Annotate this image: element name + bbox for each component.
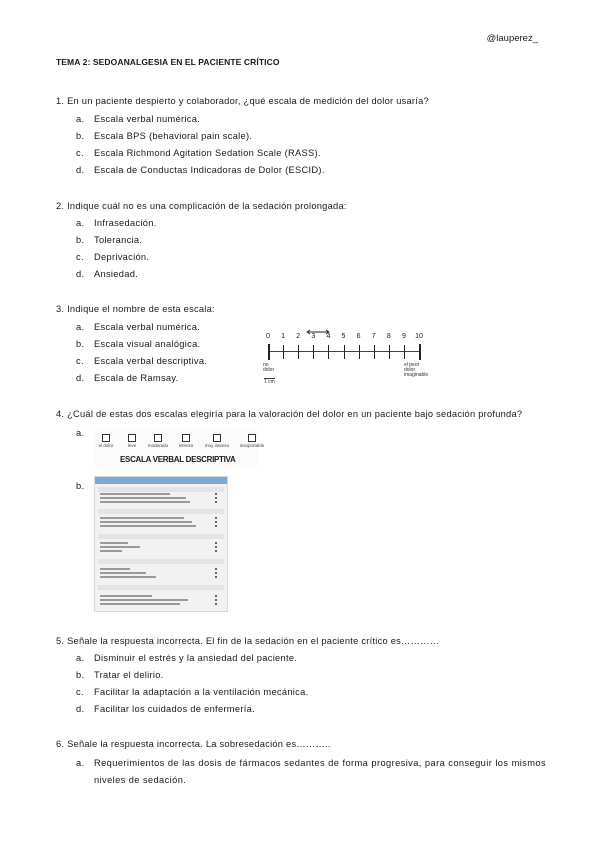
table-row (100, 576, 156, 578)
table-row (100, 493, 170, 495)
table-row (100, 521, 192, 523)
verbal-scale-label: leve (127, 443, 137, 448)
verbal-scale-checkbox (182, 434, 190, 442)
pain-behavior-table-image (94, 476, 228, 612)
scale-tick (268, 344, 270, 360)
question-1: 1. En un paciente despierto y colaborador, ¿qué escala de medición del dolor usaría? (56, 96, 429, 106)
table-row-score (215, 572, 217, 574)
scale-number: 3 (311, 333, 316, 340)
table-row (100, 525, 196, 527)
verbal-scale-checkbox (128, 434, 136, 442)
verbal-scale-label: moderado (147, 443, 169, 448)
q2-option-b[interactable]: b. Tolerancia. (76, 235, 143, 245)
table-row (100, 497, 186, 499)
scale-tick (374, 345, 375, 359)
question-3: 3. Indique el nombre de esta escala: (56, 304, 215, 314)
table-row-score (215, 501, 217, 503)
scale-unit-label: 1 cm (264, 379, 275, 385)
table-row (100, 599, 188, 601)
table-row-score (215, 525, 217, 527)
scale-number: 8 (386, 333, 391, 340)
table-row-score (215, 568, 217, 570)
q3-option-a[interactable]: a. Escala verbal numérica. (76, 322, 201, 332)
table-row (100, 542, 128, 544)
table-row-score (215, 542, 217, 544)
q5-option-c[interactable]: c. Facilitar la adaptación a la ventilación mecánica. (76, 687, 309, 697)
scale-right-label: el peor dolor imaginable (404, 362, 429, 378)
scale-number: 2 (296, 333, 301, 340)
q1-option-d[interactable]: d. Escala de Conductas Indicadoras de Dolor (ESCID). (76, 165, 325, 175)
numeric-pain-scale (258, 328, 428, 386)
scale-tick (283, 345, 284, 359)
scale-number: 6 (356, 333, 361, 340)
scale-number: 4 (326, 333, 331, 340)
q5-option-b[interactable]: b. Tratar el delirio. (76, 670, 164, 680)
table-row (100, 572, 146, 574)
scale-number: 7 (371, 333, 376, 340)
verbal-scale-checkbox (102, 434, 110, 442)
scale-tick (344, 345, 345, 359)
table-row-score (215, 517, 217, 519)
table-header-bar (95, 477, 227, 484)
page-title: TEMA 2: SEDOANALGESIA EN EL PACIENTE CRÍTICO (56, 57, 280, 67)
scale-left-label: no dolor (263, 362, 275, 373)
q1-option-c[interactable]: c. Escala Richmond Agitation Sedation Scale (RASS). (76, 148, 321, 158)
table-row-score (215, 546, 217, 548)
scale-tick (389, 345, 390, 359)
scale-tick (298, 345, 299, 359)
table-section-row (98, 585, 224, 590)
table-row-score (215, 521, 217, 523)
verbal-scale-label: intenso (178, 443, 194, 448)
table-row (100, 546, 140, 548)
verbal-scale-label: insoportable (239, 443, 265, 448)
q2-option-a[interactable]: a. Infrasedación. (76, 218, 157, 228)
verbal-scale-checkbox (248, 434, 256, 442)
question-5: 5. Señale la respuesta incorrecta. El fin de la sedación en el paciente crítico es………… (56, 636, 440, 646)
q2-option-c[interactable]: c. Deprivación. (76, 252, 150, 262)
q1-option-a[interactable]: a. Escala verbal numérica. (76, 114, 201, 124)
question-6: 6. Señale la respuesta incorrecta. La sobresedación es……….. (56, 739, 331, 749)
table-row (100, 568, 130, 570)
scale-number: 0 (266, 333, 270, 340)
verbal-scale-label: el dolor (98, 443, 114, 448)
verbal-scale-checkbox (154, 434, 162, 442)
q4-option-a[interactable]: a. (76, 428, 85, 438)
question-4: 4. ¿Cuál de estas dos escalas elegiría para la valoración del dolor en un paciente bajo sedación profunda? (56, 409, 523, 419)
table-row-score (215, 603, 217, 605)
scale-number: 9 (401, 333, 406, 340)
q2-option-d[interactable]: d. Ansiedad. (76, 269, 139, 279)
q3-option-b[interactable]: b. Escala visual analógica. (76, 339, 201, 349)
verbal-scale-label: muy intenso (204, 443, 230, 448)
question-2: 2. Indique cuál no es una complicación de la sedación prolongada: (56, 201, 347, 211)
table-section-row (98, 534, 224, 539)
q3-option-d[interactable]: d. Escala de Ramsay. (76, 373, 179, 383)
table-row (100, 595, 152, 597)
table-row-score (215, 595, 217, 597)
table-section-row (98, 487, 224, 492)
scale-tick (404, 345, 405, 359)
q5-option-d[interactable]: d. Facilitar los cuidados de enfermería. (76, 704, 255, 714)
table-row (100, 550, 122, 552)
scale-tick (419, 344, 421, 360)
scale-tick (313, 345, 314, 359)
verbal-scale-title: ESCALA VERBAL DESCRIPTIVA (120, 455, 236, 464)
scale-number: 5 (341, 333, 346, 340)
table-row-score (215, 599, 217, 601)
q3-option-c[interactable]: c. Escala verbal descriptiva. (76, 356, 208, 366)
q5-option-a[interactable]: a. Disminuir el estrés y la ansiedad del paciente. (76, 653, 298, 663)
table-section-row (98, 559, 224, 564)
q4-option-b[interactable]: b. (76, 481, 85, 491)
scale-tick (359, 345, 360, 359)
table-row-score (215, 576, 217, 578)
verbal-scale-checkbox (213, 434, 221, 442)
verbal-scale-image (94, 428, 265, 468)
q6-option-a[interactable]: a. Requerimientos de las dosis de fármacos sedantes de forma progresiva, para conseguir los mismos niveles de sedación. (76, 758, 546, 785)
author-handle: @lauperez_ (486, 33, 538, 44)
scale-tick (328, 345, 329, 359)
table-row-score (215, 497, 217, 499)
table-row-score (215, 493, 217, 495)
table-section-row (98, 509, 224, 514)
table-row (100, 517, 184, 519)
scale-number: 10 (415, 333, 423, 340)
q1-option-b[interactable]: b. Escala BPS (behavioral pain scale). (76, 131, 253, 141)
table-row (100, 501, 190, 503)
scale-number: 1 (281, 333, 286, 340)
table-row (100, 603, 180, 605)
table-row-score (215, 550, 217, 552)
